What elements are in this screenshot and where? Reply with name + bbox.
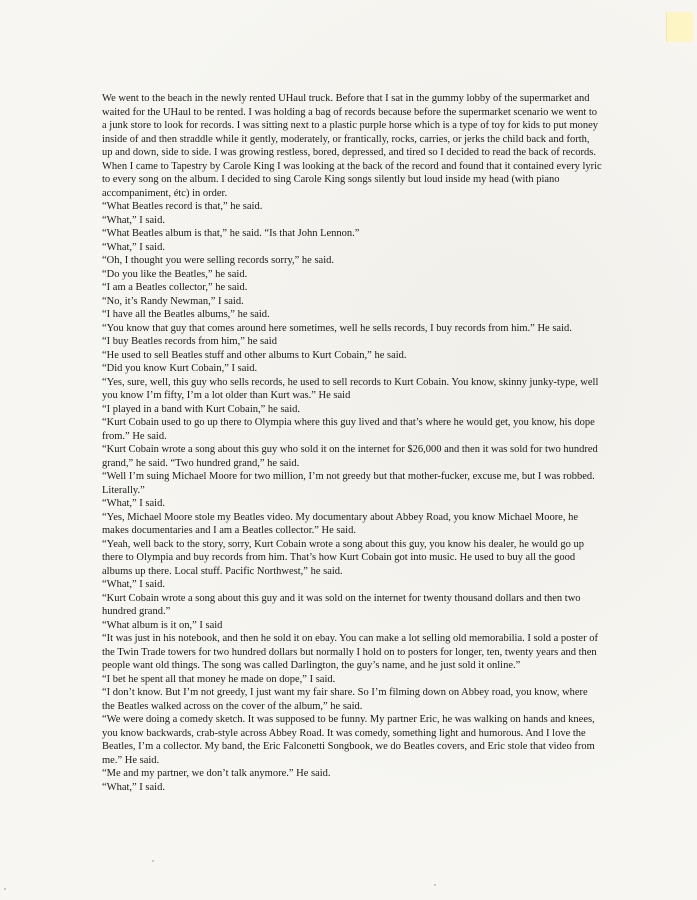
paragraph: “Did you know Kurt Cobain,” I said. (102, 363, 258, 374)
paragraph: “What,” I said. (102, 781, 165, 793)
paragraph: “Kurt Cobain wrote a song about this guy and it was sold on the internet for twenty thousand dollars and then two hundred grand.” (102, 592, 581, 617)
paragraph: “I bet he spent all that money he made on dope,” I said. (102, 673, 336, 685)
paragraph: “What,” I said. (102, 241, 165, 253)
paragraph: “What,” I said. (102, 579, 165, 590)
paragraph: “We were doing a comedy sketch. It was supposed to be funny. My partner Eric, he was walking on hands and knees, you know backwards, crab-style across Abbey Road. It was comedy, something light and humorous. And I love the Beatles, I’m a collector. My band, the Eric Falconetti Songbook, we do Beatles covers, and Eric stole that video from me.” He said. (102, 714, 595, 766)
paragraph: “Do you like the Beatles,” he said. (102, 268, 248, 280)
paragraph: “What,” I said. (102, 214, 165, 226)
paragraph: “Well I’m suing Michael Moore for two million, I’m not greedy but that mother-fucker, excuse me, but I was robbed. Literally.” (102, 471, 595, 496)
paragraph: “What Beatles album is that,” he said. “Is that John Lennon.” (102, 228, 360, 239)
paper-speck (152, 860, 154, 862)
paragraph: “I buy Beatles records from him,” he said (102, 336, 277, 347)
paragraph: “Oh, I thought you were selling records sorry,” he said. (102, 255, 335, 266)
paragraph: “What album is it on,” I said (102, 619, 223, 631)
paragraph: “No, it’s Randy Newman,” I said. (102, 295, 244, 307)
paper-speck (4, 888, 6, 890)
paragraph: “Yes, sure, well, this guy who sells records, he used to sell records to Kurt Cobain. You know, skinny junky-type, well you know I’m fifty, I’m a lot older than Kurt was.” He said (102, 376, 599, 401)
paragraph: “What Beatles record is that,” he said. (102, 201, 263, 212)
paragraph: “I played in a band with Kurt Cobain,” he said. (102, 403, 300, 415)
paragraph: “Me and my partner, we don’t talk anymore.” He said. (102, 768, 331, 779)
paragraph: “You know that guy that comes around here sometimes, well he sells records, I buy records from him.” He said. (102, 322, 572, 334)
paragraph: “Kurt Cobain wrote a song about this guy who sold it on the internet for $26,000 and then it was sold for two hundred grand,” he said. “Two hundred grand,” he said. (102, 444, 598, 469)
paragraph: “Yes, Michael Moore stole my Beatles video. My documentary about Abbey Road, you know Michael Moore, he makes documentaries and I am a Beatles collector.” He said. (102, 511, 579, 536)
paragraph: “Kurt Cobain used to go up there to Olympia where this guy lived and that’s where he would get, you know, his dope from.” He said. (102, 417, 595, 442)
paragraph: “I am a Beatles collector,” he said. (102, 282, 248, 293)
paragraph: “I have all the Beatles albums,” he said. (102, 309, 270, 320)
paragraph: “It was just in his notebook, and then he sold it on ebay. You can make a lot selling old memorabilia. I sold a poster of the Twin Trade towers for two hundred dollars but normally I hold on to posters for longer, ten, twenty years and then people want old things. The song was called Darlington, the guy’s name, and he just sold it online.” (102, 633, 598, 671)
document-text (102, 92, 602, 794)
paragraph: We went to the beach in the newly rented UHaul truck. Before that I sat in the gummy lobby of the supermarket and waited for the UHaul to be rented. I was holding a bag of records because before the supermarket scenario we went to a junk store to look for records. I was sitting next to a plastic purple horse which is a type of toy for kids to put money inside of and then straddle while it gently, moderately, or frantically, rocks, carries, or jerks the child back and forth, up and down, side to side. I was growing restless, bored, depressed, and tired so I decided to read the back of records. When I came to Tapestry by Carole King I was looking at the back of the record and found that it contained every lyric to every song on the album. I decided to sing Carole King songs silently but loud inside my head (with piano accompaniment, étc) in order. (102, 93, 602, 199)
sticky-note (666, 12, 693, 42)
paragraph: “He used to sell Beatles stuff and other albums to Kurt Cobain,” he said. (102, 349, 407, 361)
paper-speck (434, 884, 436, 886)
paragraph: “What,” I said. (102, 498, 165, 509)
paragraph: “Yeah, well back to the story, sorry, Kurt Cobain wrote a song about this guy, you know his dealer, he would go up there to Olympia and buy records from him. That’s how Kurt Cobain got into music. He used to buy all the good albums up there. Local stuff. Pacific Northwest,” he said. (102, 538, 585, 577)
paragraph: “I don’t know. But I’m not greedy, I just want my fair share. So I’m filming down on Abbey road, you know, where the Beatles walked across on the cover of the album,” he said. (102, 687, 588, 712)
